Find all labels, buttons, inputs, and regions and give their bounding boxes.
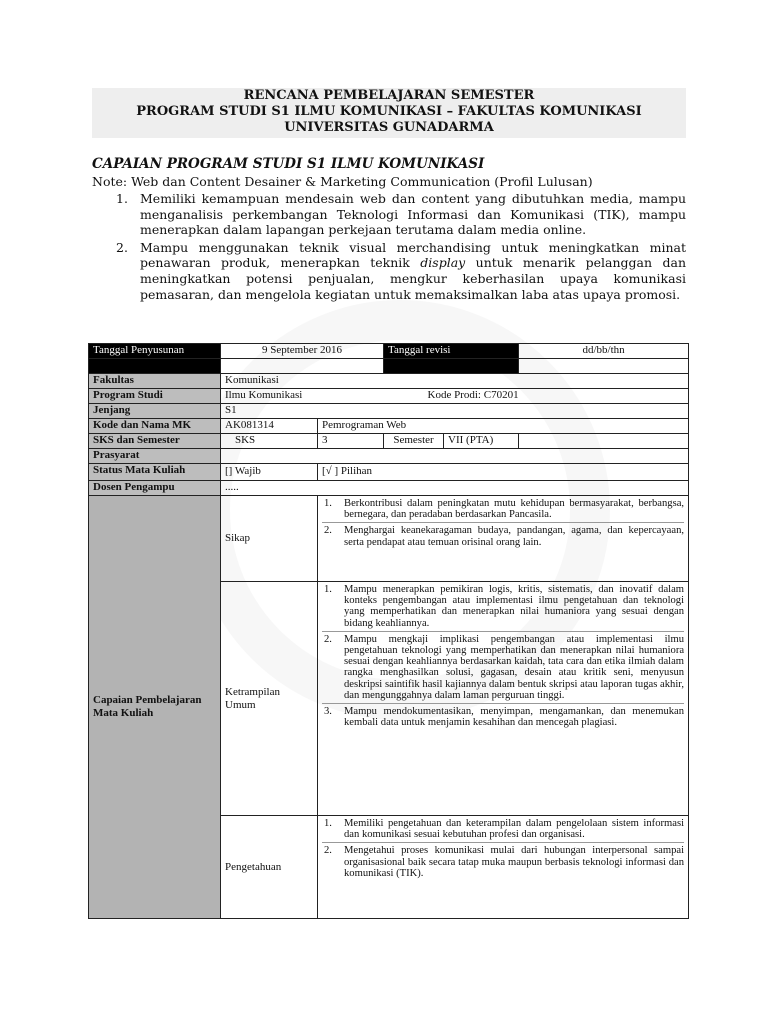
list-item [322,843,684,881]
list-item-text: Memiliki pengetahuan dan keterampilan dalam pengelolaan sistem informasi dan komunikasi sesuai kebutuhan profesi dan organisasi. [344,818,685,841]
jenjang-label: Jenjang [89,404,221,419]
fakultas-value: Komunikasi [221,374,689,389]
sikap-cell [318,496,689,582]
kode-prodi: Kode Prodi: C70201 [424,389,689,404]
header-line-2: PROGRAM STUDI S1 ILMU KOMUNIKASI – FAKULTAS KOMUNIKASI [136,104,642,119]
list-item-number: 2. [324,525,332,537]
list-item [322,582,684,632]
tanggal-revisi-label: Tanggal revisi [384,344,519,359]
list-item-number: 1. [324,498,332,509]
ketrampilan-list [322,582,684,730]
jenjang-value: S1 [221,404,689,419]
kode-mk-value: AK081314 [221,419,318,434]
prodi-value: Ilmu Komunikasi [221,389,424,404]
sikap-list [322,496,684,550]
spacer-cell [221,359,384,374]
tanggal-penyusunan-value: 9 September 2016 [221,344,384,359]
rps-table [88,343,689,919]
cpl-item-number: 2. [116,239,128,255]
list-item [322,632,684,704]
cpl-item-emphasis: display [420,255,466,271]
cpl-item-text-a: Mampu menggunakan teknik visual merchandising untuk meningkatkan minat penawaran produk, menerapkan teknik [140,239,686,271]
spacer-cell [519,359,689,374]
list-item-text: Mampu mendokumentasikan, menyimpan, mengamankan, dan menemukan kembali data untuk menjamin kesahihan dan mencegah plagiasi. [344,706,685,729]
cpl-item-number: 1. [116,191,128,206]
list-item-text: Mampu mengkaji implikasi pengembangan atau implementasi ilmu pengetahuan teknologi yang memperhatikan dan menerapkan nilai humaniora sesuai dengan keahliannya berdasarkan kaidah, tata cara dan etika ilmiah dalam rangka menghasilkan solusi, gagasan, desain atau kritik seni, menyusun deskripsi saintifik hasil kajiannya dalam bentuk skripsi atau laporan tugas akhir, dan mengunggahnya dalam laman perguruan tinggi. [344,633,685,701]
ketrampilan-label: Ketrampilan Umum [221,582,318,816]
section-title: CAPAIAN PROGRAM STUDI S1 ILMU KOMUNIKASI [92,156,485,172]
cpl-item [116,240,686,302]
list-item-text: Berkontribusi dalam peningkatan mutu kehidupan bermasyarakat, berbangsa, bernegara, dan peradaban berdasarkan Pancasila. [344,498,685,521]
spacer-cell [89,359,221,374]
semester-text: Semester [384,434,444,449]
cpl-item [116,191,686,238]
semester-spacer [519,434,689,449]
nama-mk-value: Pemrograman Web [318,419,689,434]
sks-value: 3 [318,434,384,449]
list-item-number: 3. [324,706,332,718]
sks-label: SKS dan Semester [89,434,221,449]
prasyarat-label: Prasyarat [89,449,221,464]
list-item-text: Mampu menerapkan pemikiran logis, kritis, sistematis, dan inovatif dalam konteks pengembangan atau implementasi ilmu pengetahuan dan teknologi yang memperhatikan dan menerapkan nilai humaniora yang sesuai dengan bidang keahliannya. [344,584,685,629]
dosen-label: Dosen Pengampu [89,481,221,496]
list-item-number: 1. [324,584,332,595]
status-label: Status Mata Kuliah [89,464,221,481]
list-item [322,704,684,730]
ketrampilan-cell [318,582,689,816]
pengetahuan-list [322,816,684,881]
sikap-label: Sikap [221,496,318,582]
prasyarat-value [221,449,689,464]
list-item-number: 1. [324,818,332,829]
list-item [322,816,684,843]
list-item-number: 2. [324,845,332,857]
sks-text: SKS [221,434,318,449]
profile-note: Note: Web dan Content Desainer & Marketing Communication (Profil Lulusan) [92,174,593,189]
list-item-number: 2. [324,633,332,645]
status-wajib: [] Wajib [221,464,318,481]
tanggal-penyusunan-label: Tanggal Penyusunan [89,344,221,359]
header-line-3: UNIVERSITAS GUNADARMA [284,120,494,135]
kode-mk-label: Kode dan Nama MK [89,419,221,434]
pengetahuan-label: Pengetahuan [221,816,318,919]
semester-value: VII (PTA) [444,434,519,449]
prodi-label: Program Studi [89,389,221,404]
list-item [322,496,684,523]
cpl-item-text: Memiliki kemampuan mendesain web dan content yang dibutuhkan media, mampu menganalisis perkembangan Teknologi Informasi dan Komunikasi (TIK), mampu menerapkan dalam lapangan perkejaan terutama dalam media online. [140,191,686,238]
status-pilihan: [√ ] Pilihan [318,464,689,481]
header-line-1: RENCANA PEMBELAJARAN SEMESTER [243,88,535,103]
spacer-cell [384,359,519,374]
tanggal-revisi-value: dd/bb/thn [519,344,689,359]
list-item-text: Menghargai keanekaragaman budaya, pandangan, agama, dan kepercayaan, serta pendapat atau temuan orisinal orang lain. [344,525,685,548]
dosen-value: ..... [221,481,689,496]
capaian-label: Capaian Pembelajaran Mata Kuliah [89,496,221,919]
fakultas-label: Fakultas [89,374,221,389]
cpl-item-text-b: untuk menarik pelanggan dan meningkatkan potensi penjualan, mengkur keberhasilan upaya komunikasi pemasaran, dan mengelola kegiatan untuk memaksimalkan laba atas upaya promosi. [140,255,686,302]
cpl-list [116,191,686,304]
pengetahuan-cell [318,816,689,919]
list-item-text: Mengetahui proses komunikasi mulai dari hubungan interpersonal sampai organisasional baik secara tatap muka maupun berbasis teknologi informasi dan komunikasi (TIK). [344,845,685,879]
document-header [92,88,686,138]
list-item [322,523,684,549]
